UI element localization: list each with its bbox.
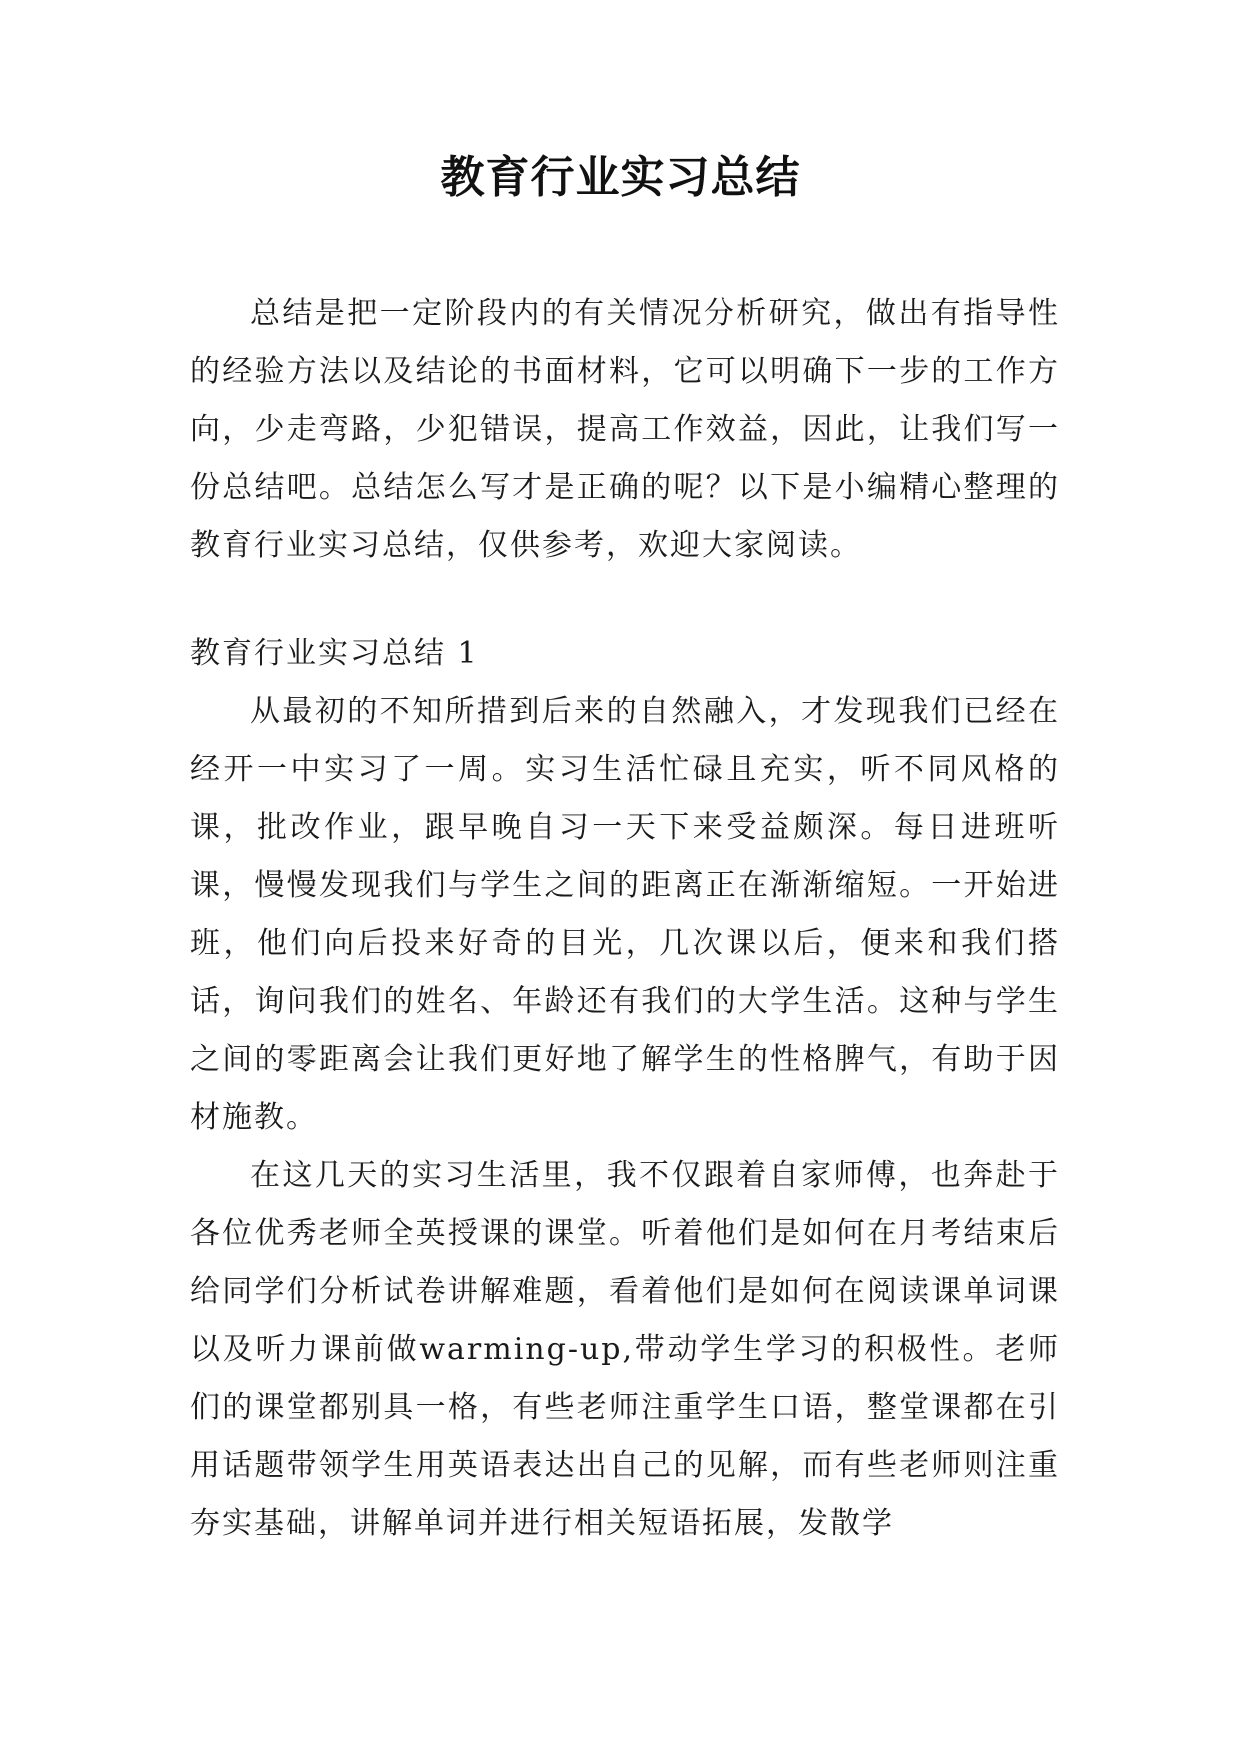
section-heading: 教育行业实习总结 1 bbox=[190, 636, 479, 671]
section-paragraph-2: 在这几天的实习生活里，我不仅跟着自家师傅，也奔赴于各位优秀老师全英授课的课堂。听着他们是如何在月考结束后给同学们分析试卷讲解难题，看着他们是如何在阅读课单词课以及听力课前做warming-up,带动学生学习的积极性。老师们的课堂都别具一格，有些老师注重学生口语，整堂课都在引用话题带领学生用英语表达出自己的见解，而有些老师则注重夯实基础，讲解单词并进行相关短语拓展，发散学 bbox=[190, 1158, 1060, 1541]
section-paragraph-1: 从最初的不知所措到后来的自然融入，才发现我们已经在经开一中实习了一周。实习生活忙碌且充实，听不同风格的课，批改作业，跟早晚自习一天下来受益颇深。每日进班听课，慢慢发现我们与学生之间的距离正在渐渐缩短。一开始进班，他们向后投来好奇的目光，几次课以后，便来和我们搭话，询问我们的姓名、年龄还有我们的大学生活。这种与学生之间的零距离会让我们更好地了解学生的性格脾气，有助于因材施教。 bbox=[190, 694, 1060, 1135]
intro-paragraph: 总结是把一定阶段内的有关情况分析研究，做出有指导性的经验方法以及结论的书面材料，它可以明确下一步的工作方向，少走弯路，少犯错误，提高工作效益，因此，让我们写一份总结吧。总结怎么写才是正确的呢？以下是小编精心整理的教育行业实习总结，仅供参考，欢迎大家阅读。 bbox=[190, 296, 1060, 563]
document-body bbox=[190, 285, 1060, 1553]
document-title: 教育行业实习总结 bbox=[440, 152, 801, 203]
